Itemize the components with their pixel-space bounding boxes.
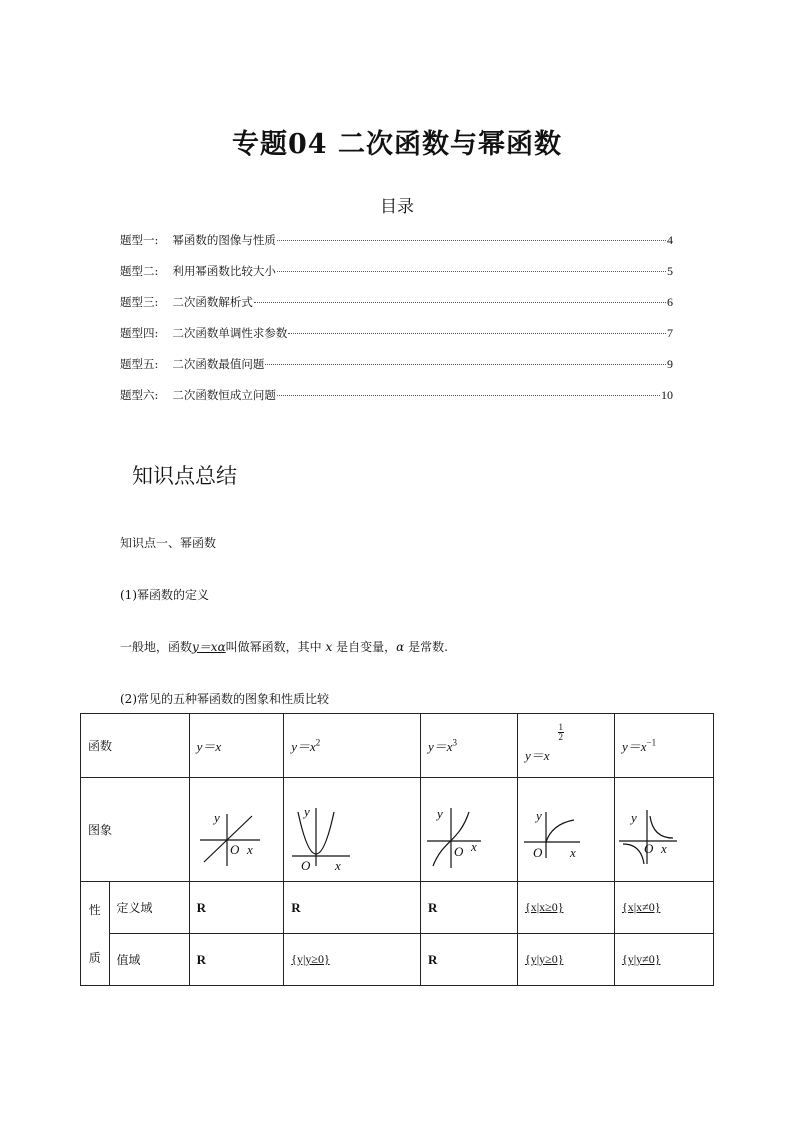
domain-value: R: [189, 882, 284, 934]
toc-entry[interactable]: [120, 356, 673, 372]
row-header-graph: 图象: [81, 778, 190, 882]
toc-entry[interactable]: [120, 294, 673, 310]
comparison-heading: (2)常见的五种幂函数的图象和性质比较: [120, 692, 329, 706]
row-header-range: 值域: [109, 934, 189, 986]
svg-text:x: x: [246, 842, 253, 857]
svg-text:y: y: [213, 810, 220, 825]
graph-reciprocal-svg: [615, 778, 713, 878]
svg-text:O: O: [453, 844, 464, 859]
graph-reciprocal: [614, 778, 713, 882]
domain-value: R: [420, 882, 517, 934]
range-value: R: [420, 934, 517, 986]
toc-entry[interactable]: [120, 263, 673, 279]
func-linear: y＝x: [189, 714, 284, 778]
domain-value: {x|x≥0}: [517, 882, 614, 934]
toc-entry[interactable]: [120, 387, 673, 403]
variable-x: x: [325, 640, 333, 654]
func-cube: $y=x^3$: [420, 714, 517, 778]
toc-entry[interactable]: [120, 232, 673, 248]
definition-part: 是自变量，: [336, 640, 397, 654]
range-value: R: [189, 934, 284, 986]
row-header-function: 函数: [81, 714, 190, 778]
toc-leader: [277, 271, 666, 272]
toc-page: 9: [667, 357, 673, 371]
toc-leader: [265, 364, 666, 365]
toc-page: 4: [667, 233, 673, 247]
svg-text:x: x: [335, 858, 342, 873]
range-value: {y|y≥0}: [517, 934, 614, 986]
toc-label: 题型四:: [120, 326, 159, 340]
toc-page: 7: [667, 326, 673, 340]
toc-label: 题型二:: [120, 264, 159, 278]
section-heading: 知识点总结: [132, 464, 237, 488]
svg-text:O: O: [301, 858, 311, 873]
toc-name: 二次函数恒成立问题: [172, 388, 276, 402]
toc-leader: [254, 302, 666, 303]
svg-text:x: x: [470, 839, 477, 854]
svg-text:O: O: [643, 841, 654, 856]
svg-text:y: y: [436, 806, 443, 821]
toc-name: 二次函数解析式: [172, 295, 253, 309]
func-sqrt: y＝x $\frac{1}{2}$: [517, 714, 614, 778]
svg-text:O: O: [532, 845, 543, 860]
variable-alpha: α: [396, 640, 405, 654]
table-row: [81, 882, 714, 934]
toc-label: 题型六:: [120, 388, 159, 402]
svg-text:y: y: [630, 810, 637, 825]
svg-text:O: O: [229, 842, 239, 857]
toc-page: 5: [667, 264, 673, 278]
definition-heading: (1)幂函数的定义: [120, 588, 209, 602]
graph-sqrt: [517, 778, 614, 882]
graph-linear: [189, 778, 284, 882]
range-value: {y|y≠0}: [614, 934, 713, 986]
row-header-property: 性质: [81, 882, 110, 986]
svg-text:y: y: [304, 804, 311, 819]
toc-name: 利用幂函数比较大小: [172, 264, 276, 278]
toc-title: 目录: [380, 197, 414, 217]
table-row: [81, 934, 714, 986]
toc-page: 10: [661, 388, 673, 402]
func-reciprocal: $y=x^{-1}$: [614, 714, 713, 778]
range-value: {y|y≥0}: [284, 934, 421, 986]
power-function-table: [80, 713, 714, 986]
definition-text: [120, 638, 448, 655]
graph-sqrt-svg: [518, 778, 614, 878]
definition-part: 叫做幂函数，其中: [225, 640, 322, 654]
table-row: [81, 778, 714, 882]
func-square: $y=x^2$: [284, 714, 421, 778]
graph-square-svg: [284, 778, 379, 878]
table-row: [81, 714, 714, 778]
graph-square: [284, 778, 421, 882]
domain-value: R: [284, 882, 421, 934]
knowledge-point-heading: 知识点一、幂函数: [120, 536, 217, 550]
toc-name: 二次函数单调性求参数: [172, 326, 288, 340]
toc-page: 6: [667, 295, 673, 309]
toc-label: 题型一:: [120, 233, 159, 247]
toc-entry[interactable]: [120, 325, 673, 341]
definition-part: 一般地，函数: [120, 640, 193, 654]
toc-leader: [277, 395, 660, 396]
svg-text:y: y: [535, 808, 542, 823]
page-title: 专题04 二次函数与幂函数: [232, 129, 562, 160]
toc-name: 二次函数最值问题: [172, 357, 265, 371]
graph-cube-svg: [421, 778, 517, 878]
row-header-domain: 定义域: [109, 882, 189, 934]
definition-part: 是常数.: [408, 640, 448, 654]
domain-value: {x|x≠0}: [614, 882, 713, 934]
graph-cube: [420, 778, 517, 882]
toc-leader: [288, 333, 666, 334]
toc-label: 题型三:: [120, 295, 159, 309]
toc-label: 题型五:: [120, 357, 159, 371]
definition-formula: y＝xα: [192, 640, 226, 654]
svg-text:x: x: [569, 845, 576, 860]
toc-name: 幂函数的图像与性质: [172, 233, 276, 247]
toc-leader: [277, 240, 666, 241]
svg-text:x: x: [660, 841, 667, 856]
graph-linear-svg: [190, 778, 272, 878]
